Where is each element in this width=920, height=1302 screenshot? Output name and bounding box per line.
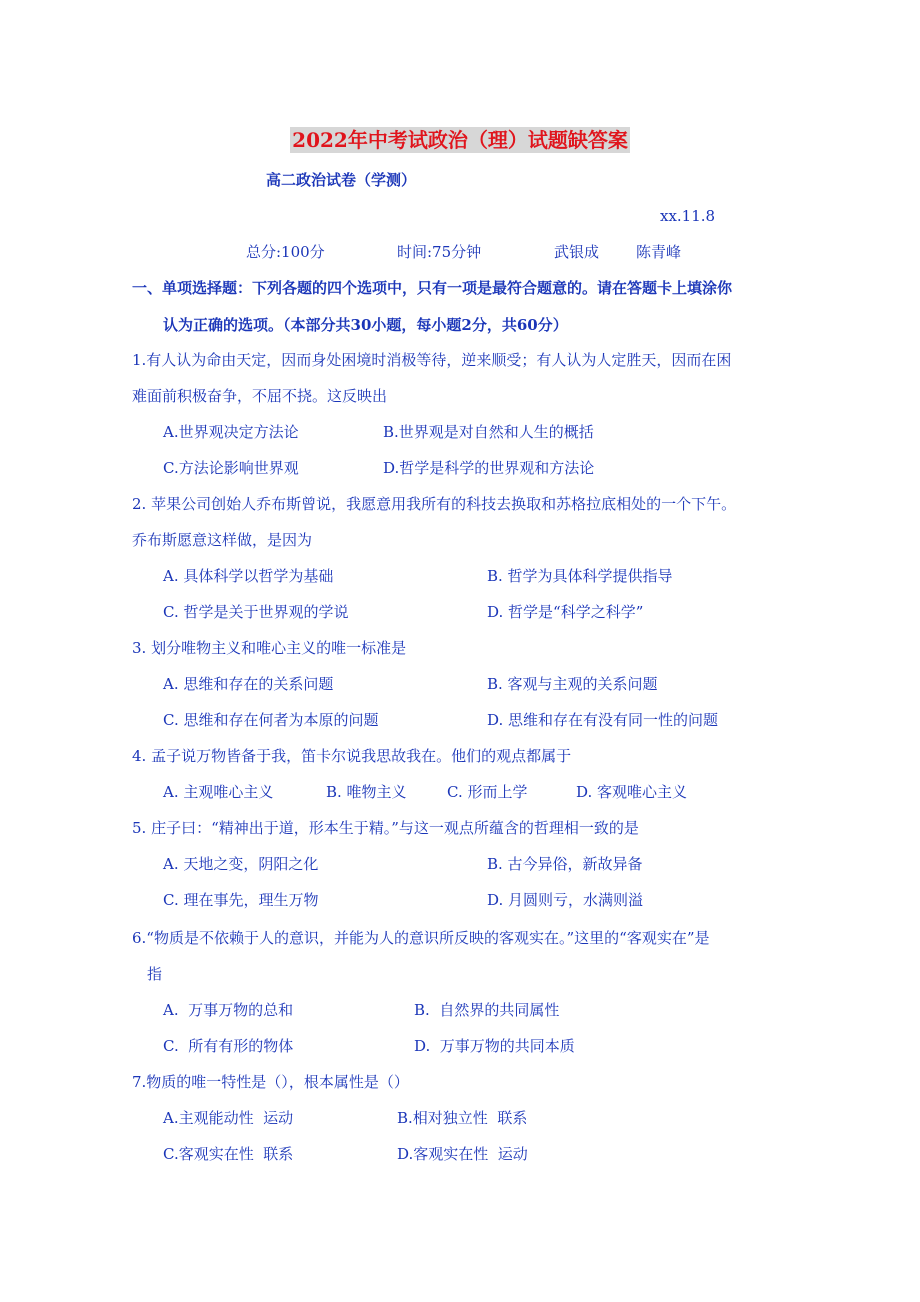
question-1-option-a: A.世界观决定方法论 [163,423,299,441]
subtitle: 高二政治试卷（学测） [266,171,417,189]
question-4-option-b: B. 唯物主义 [326,783,407,801]
exam-time: 时间:75分钟 [397,243,482,261]
question-6-option-c: C. 所有有形的物体 [163,1037,294,1055]
author-2: 陈青峰 [636,243,682,261]
question-5-option-a: A. 天地之变，阴阳之化 [163,855,319,873]
question-1-stem-line2: 难面前积极奋争，不屈不挠。这反映出 [132,387,388,405]
question-2-option-d: D. 哲学是“科学之科学” [487,603,644,621]
question-2-option-a: A. 具体科学以哲学为基础 [163,567,334,585]
question-5-option-b: B. 古今异俗，新故异备 [487,855,643,873]
question-2-stem-line2: 乔布斯愿意这样做，是因为 [132,531,313,549]
question-3-option-c: C. 思维和存在何者为本原的问题 [163,711,379,729]
exam-date: xx.11.8 [660,207,716,225]
page-title-text: 2022年中考试政治（理）试题缺答案 [292,128,628,152]
question-5-stem: 5. 庄子曰：“精神出于道，形本生于精。”与这一观点所蕴含的哲理相一致的是 [132,819,639,837]
question-4-stem: 4. 孟子说万物皆备于我，笛卡尔说我思故我在。他们的观点都属于 [132,747,572,765]
question-5-option-d: D. 月圆则亏，水满则溢 [487,891,644,909]
question-6-stem-line1: 6.“物质是不依赖于人的意识，并能为人的意识所反映的客观实在。”这里的“客观实在”是 [132,929,710,947]
question-1-stem-line1: 1.有人认为命由天定，因而身处困境时消极等待，逆来顺受；有人认为人定胜天，因而在困 [132,351,732,369]
question-4-option-d: D. 客观唯心主义 [576,783,688,801]
author-1: 武银成 [554,243,600,261]
question-3-option-b: B. 客观与主观的关系问题 [487,675,658,693]
question-7-option-c: C.客观实在性 联系 [163,1145,294,1163]
question-6-option-d: D. 万事万物的共同本质 [414,1037,575,1055]
question-2-option-c: C. 哲学是关于世界观的学说 [163,603,349,621]
question-4-option-c: C. 形而上学 [447,783,528,801]
question-7-option-a: A.主观能动性 运动 [163,1109,294,1127]
question-7-stem: 7.物质的唯一特性是（），根本属性是（） [132,1073,409,1091]
question-1-option-c: C.方法论影响世界观 [163,459,299,477]
question-2-stem-line1: 2. 苹果公司创始人乔布斯曾说，我愿意用我所有的科技去换取和苏格拉底相处的一个下午。 [132,495,737,513]
question-4-option-a: A. 主观唯心主义 [163,783,274,801]
question-5-option-c: C. 理在事先，理生万物 [163,891,319,909]
section-1-instructions-line2: 认为正确的选项。（本部分共30小题，每小题2分，共60分） [163,316,568,334]
question-6-option-a: A. 万事万物的总和 [163,1001,294,1019]
question-1-option-b: B.世界观是对自然和人生的概括 [383,423,594,441]
question-7-option-b: B.相对独立性 联系 [397,1109,528,1127]
page-title [0,124,920,153]
question-3-stem: 3. 划分唯物主义和唯心主义的唯一标准是 [132,639,407,657]
question-7-option-d: D.客观实在性 运动 [397,1145,528,1163]
total-score: 总分:100分 [246,243,325,261]
question-1-option-d: D.哲学是科学的世界观和方法论 [383,459,595,477]
question-3-option-a: A. 思维和存在的关系问题 [163,675,334,693]
section-1-instructions-line1: 一、单项选择题：下列各题的四个选项中，只有一项是最符合题意的。请在答题卡上填涂你 [132,279,733,297]
question-2-option-b: B. 哲学为具体科学提供指导 [487,567,673,585]
question-6-option-b: B. 自然界的共同属性 [414,1001,560,1019]
question-6-stem-line2: 指 [147,965,163,983]
question-3-option-d: D. 思维和存在有没有同一性的问题 [487,711,719,729]
